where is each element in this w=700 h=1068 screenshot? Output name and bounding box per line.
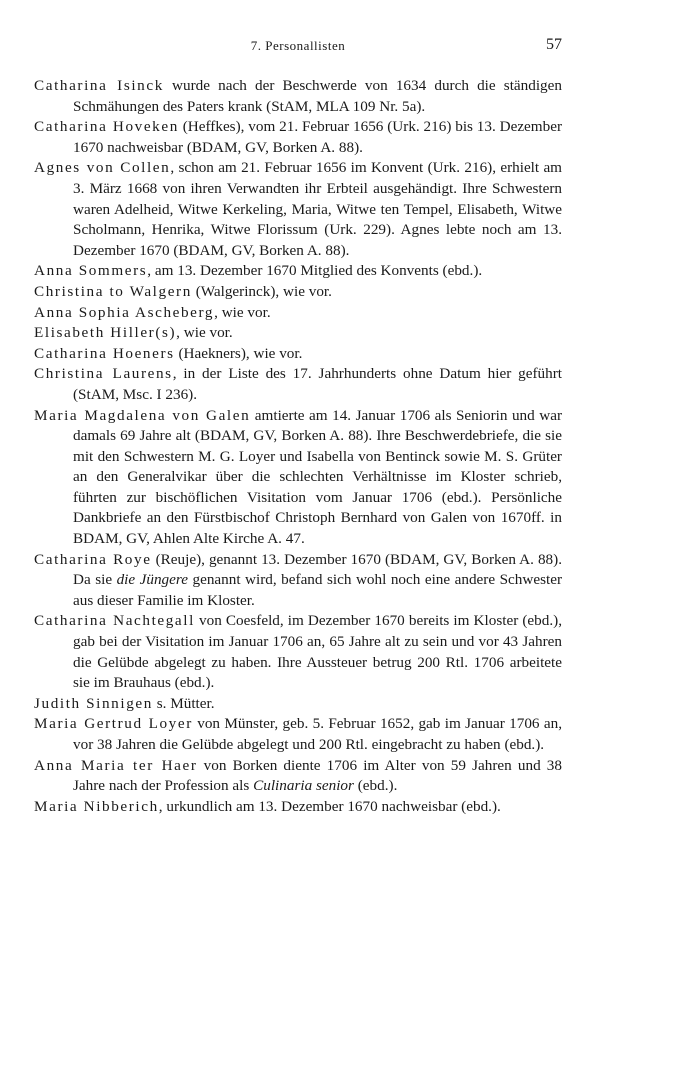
entry-name: Christina to Walgern: [34, 282, 192, 300]
entry-name: Catharina Roye: [34, 550, 152, 568]
entry-text: s. Mütter.: [152, 694, 215, 712]
running-title: 7. Personallisten: [250, 38, 346, 53]
list-entry: [34, 797, 562, 818]
entry-name: Judith Sinnigen: [34, 694, 153, 712]
list-entry: [34, 714, 562, 755]
list-entry: [34, 756, 562, 797]
entry-text: , in der Liste des 17. Jahrhunderts ohne Datum hier geführt (StAM, Msc. I 236).: [73, 365, 562, 403]
entry-text: (Haekners), wie vor.: [174, 344, 303, 362]
list-entry: [34, 261, 562, 282]
entry-text: , am 13. Dezember 1670 Mitglied des Konvents (ebd.).: [147, 262, 483, 280]
entry-text-continued: genannt wird, befand sich wohl noch eine andere Schwester aus dieser Familie im Kloster.: [73, 571, 563, 609]
entry-italic-text: Culinaria senior: [253, 777, 354, 795]
list-entry: [34, 76, 562, 117]
entry-text: (Reuje), genannt 13. Dezember 1670 (BDAM, GV, Borken A. 88). Da sie: [73, 550, 563, 589]
entry-text: , wie vor.: [176, 324, 233, 342]
entry-text: von Coesfeld, im Dezember 1670 bereits im Kloster (ebd.), gab bei der Visitation im Januar 1706 an, 65 Jahre alt zu sein und vor 43 Jahren die Gelübde abgelegt zu haben. Ihre Aussteuer betrug 200 Rtl. 1706 arbeitete sie im Brauhaus (ebd.).: [73, 612, 562, 692]
list-entry: [34, 611, 562, 693]
entry-text: , schon am 21. Februar 1656 im Konvent (Urk. 216), erhielt am 3. März 1668 von ihren Verwandten ihr Erbteil ausgehändigt. Ihre Schwestern waren Adelheid, Witwe Kerkeling, Maria, Witwe ten Tempel, Elisabeth, Witwe Scholmann, Henrika, Witwe Florissum (Urk. 229). Agnes lebte noch am 13. Dezember 1670 (BDAM, GV, Borken A. 88).: [73, 159, 562, 259]
entry-text: (Walgerinck), wie vor.: [191, 282, 332, 300]
list-entry: [34, 364, 562, 405]
entry-name: Elisabeth Hiller(s): [34, 324, 177, 342]
entry-text: von Borken diente 1706 im Alter von 59 Jahren und 38 Jahre nach der Profession als: [73, 756, 562, 795]
entry-name: Catharina Isinck: [34, 77, 164, 94]
personnel-list: [34, 76, 562, 817]
list-entry: [34, 406, 562, 550]
list-entry: [34, 694, 562, 715]
entry-name: Catharina Hoeners: [34, 344, 175, 362]
list-entry: [34, 158, 562, 261]
entry-text: amtierte am 14. Januar 1706 als Seniorin und war damals 69 Jahre alt (BDAM, GV, Borken A. 88). Ihre Beschwerdebriefe, die sie mit den Schwestern M. G. Loyer und Isabella von Bentinck sowie M. S. Grüter an den Generalvikar über die schlechten Verhältnisse im Kloster schrieb, führten zur bischöflichen Visitation vom Januar 1706 (ebd.). Persönliche Dankbriefe an den Fürstbischof Christoph Bernhard von Galen von 1670ff. in BDAM, GV, Ahlen Alte Kirche A. 47.: [73, 406, 563, 548]
entry-text: , wie vor.: [214, 303, 271, 321]
page-number: 57: [546, 36, 562, 53]
list-entry: [34, 303, 562, 324]
entry-text: (Heffkes), vom 21. Februar 1656 (Urk. 216) bis 13. Dezember 1670 nachweisbar (BDAM, GV, Borken A. 88).: [73, 118, 563, 156]
entry-text: von Münster, geb. 5. Februar 1652, gab im Januar 1706 an, vor 38 Jahren die Gelübde abgelegt und 200 Rtl. eingebracht zu haben (ebd.).: [73, 715, 562, 753]
list-entry: [34, 282, 562, 303]
entry-name: Maria Nibberich: [34, 797, 159, 815]
list-entry: [34, 117, 562, 158]
entry-name: Agnes von Collen: [34, 159, 171, 177]
entry-name: Maria Gertrud Loyer: [34, 715, 193, 733]
entry-text: , urkundlich am 13. Dezember 1670 nachweisbar (ebd.).: [158, 797, 501, 815]
entry-name: Christina Laurens: [34, 365, 173, 383]
entry-name: Catharina Hoveken: [34, 118, 179, 136]
entry-text-continued: (ebd.).: [353, 777, 398, 795]
entry-text: wurde nach der Beschwerde von 1634 durch die ständigen Schmähungen des Paters krank (StAM, MLA 109 Nr. 5a).: [73, 77, 562, 115]
entry-name: Anna Maria ter Haer: [34, 756, 198, 774]
list-entry: [34, 323, 562, 344]
running-head: [34, 36, 562, 58]
entry-name: Maria Magdalena von Galen: [34, 406, 251, 424]
list-entry: [34, 550, 562, 612]
entry-name: Anna Sophia Ascheberg: [34, 303, 215, 321]
entry-italic-text: die Jüngere: [116, 571, 188, 589]
entry-name: Anna Sommers: [34, 262, 148, 280]
entry-name: Catharina Nachtegall: [34, 612, 195, 630]
list-entry: [34, 344, 562, 365]
